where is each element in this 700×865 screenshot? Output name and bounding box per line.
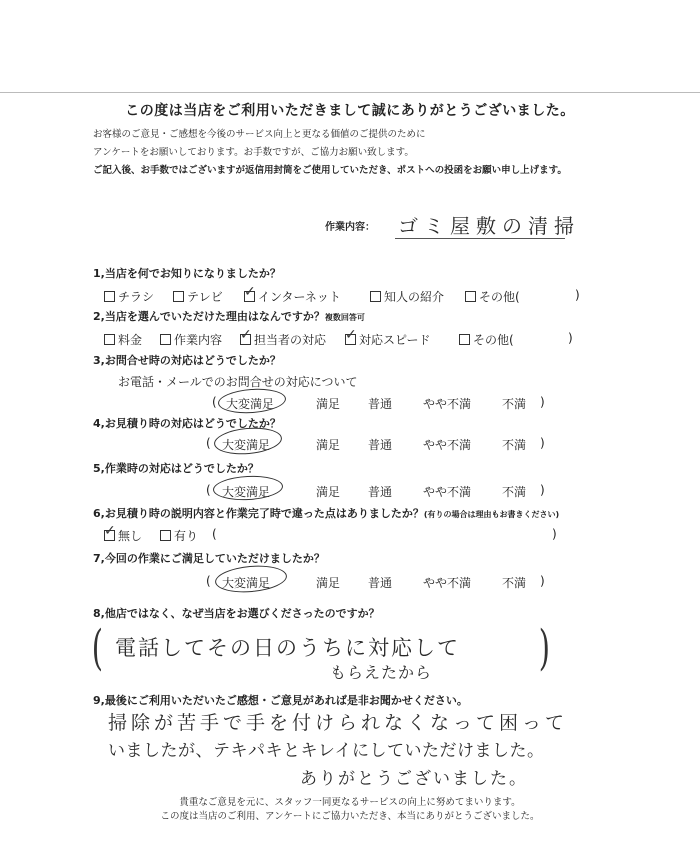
q7-somewhat-dissatisfied[interactable]: やや不満: [423, 576, 472, 590]
checkbox-checked[interactable]: [240, 334, 251, 345]
q5-somewhat-dissatisfied[interactable]: やや不満: [423, 485, 472, 499]
checkbox[interactable]: [104, 291, 115, 302]
q3-scale-open: (: [212, 395, 217, 409]
q7-scale-open: (: [206, 574, 211, 588]
footer-line-1: 貴重なご意見を元に、スタッフ一同更なるサービスの向上に努めてまいります。: [179, 797, 521, 808]
survey-title: この度は当店をご利用いただきまして誠にありがとうございました。: [125, 103, 575, 119]
q2-text: 2,当店を選んでいただけた理由はなんですか？複数回答可: [93, 310, 365, 323]
q1-option-referral[interactable]: 知人の紹介: [370, 288, 444, 305]
q3-text: 3,お問合せ時の対応はどうでしたか？: [93, 354, 281, 367]
q4-neutral[interactable]: 普通: [368, 438, 393, 452]
q6-reason-open: (: [212, 527, 217, 541]
top-divider: [0, 92, 700, 93]
q1-option-internet[interactable]: ✓ インターネット: [244, 288, 341, 305]
q4-scale-close: ): [540, 436, 545, 450]
q8-text: 8,他店ではなく、なぜ当店をお選びくださったのですか？: [93, 607, 380, 620]
q4-satisfied[interactable]: 満足: [316, 438, 341, 452]
q9-answer-line-1[interactable]: 掃除が苦手で手を付けられなくなって困って: [108, 712, 569, 734]
q3-very-satisfied[interactable]: 大変満足: [226, 397, 275, 411]
q1-option-flyer[interactable]: チラシ: [104, 288, 154, 305]
q7-scale-close: ): [540, 574, 545, 588]
q2-option-other[interactable]: その他(: [459, 331, 514, 348]
q8-answer-open-paren: (: [91, 620, 103, 676]
q5-very-satisfied[interactable]: 大変満足: [222, 485, 271, 499]
intro-line-3: ご記入後、お手数ではございますが返信用封筒をご使用していただき、ポストへの投函をお願い申し上げます。: [93, 165, 567, 176]
work-value[interactable]: ゴミ屋敷の清掃: [398, 214, 580, 238]
checkbox-checked[interactable]: [104, 530, 115, 541]
q9-answer-line-3[interactable]: ありがとうございました。: [300, 769, 528, 789]
q1-other-close: ): [575, 288, 580, 302]
q3-satisfied[interactable]: 満足: [316, 397, 341, 411]
q8-answer-line-2[interactable]: もらえたから: [330, 663, 433, 682]
q4-dissatisfied[interactable]: 不満: [502, 438, 527, 452]
q8-answer-line-1[interactable]: 電話してその日のうちに対応して: [115, 636, 460, 660]
q1-option-other[interactable]: その他(: [465, 288, 520, 305]
checkbox[interactable]: [160, 530, 171, 541]
work-underline: [395, 238, 565, 239]
q3-dissatisfied[interactable]: 不満: [502, 397, 527, 411]
q2-option-staff[interactable]: ✓ 担当者の対応: [240, 331, 326, 348]
checkbox[interactable]: [459, 334, 470, 345]
q6-reason-close: ): [552, 527, 557, 541]
q6-text: 6,お見積り時の説明内容と作業完了時で違った点はありましたか？(有りの場合は理由もお書きください): [93, 507, 560, 520]
q7-very-satisfied[interactable]: 大変満足: [222, 576, 271, 590]
q3-subtext: お電話・メールでのお問合せの対応について: [118, 375, 358, 389]
q3-selection-circle: [217, 387, 287, 416]
work-label: 作業内容：: [325, 222, 375, 233]
q6-note: (有りの場合は理由もお書きください): [423, 510, 560, 519]
q4-text: 4,お見積り時の対応はどうでしたか？: [93, 417, 281, 430]
q7-text: 7,今回の作業にご満足していただけましたか？: [93, 552, 325, 565]
q5-scale-close: ): [540, 483, 545, 497]
q7-satisfied[interactable]: 満足: [316, 576, 341, 590]
q2-option-price[interactable]: 料金: [104, 331, 142, 348]
q1-option-tv[interactable]: テレビ: [173, 288, 223, 305]
q5-satisfied[interactable]: 満足: [316, 485, 341, 499]
checkbox[interactable]: [160, 334, 171, 345]
q2-option-work[interactable]: 作業内容: [160, 331, 222, 348]
q3-neutral[interactable]: 普通: [368, 397, 393, 411]
checkbox-checked[interactable]: [345, 334, 356, 345]
q4-scale-open: (: [206, 436, 211, 450]
checkbox[interactable]: [465, 291, 476, 302]
q5-text: 5,作業時の対応はどうでしたか？: [93, 462, 259, 475]
q8-answer-close-paren: ): [538, 620, 550, 676]
intro-line-2: アンケートをお願いしております。お手数ですが、ご協力お願い致します。: [93, 147, 414, 158]
q1-text: 1,当店を何でお知りになりましたか？: [93, 267, 281, 280]
q7-neutral[interactable]: 普通: [368, 576, 393, 590]
q2-other-close: ): [568, 331, 573, 345]
q4-very-satisfied[interactable]: 大変満足: [222, 438, 271, 452]
q3-scale-close: ): [540, 395, 545, 409]
checkbox[interactable]: [370, 291, 381, 302]
checkbox-checked[interactable]: [244, 291, 255, 302]
q5-dissatisfied[interactable]: 不満: [502, 485, 527, 499]
q2-note: 複数回答可: [324, 313, 365, 322]
q7-selection-circle: [214, 563, 288, 595]
checkbox[interactable]: [173, 291, 184, 302]
q6-option-yes[interactable]: 有り: [160, 527, 198, 544]
q9-answer-line-2[interactable]: いましたが、テキパキとキレイにしていただけました。: [108, 741, 545, 761]
q9-text: 9,最後にご利用いただいたご感想・ご意見があれば是非お聞かせください。: [93, 694, 468, 707]
q2-option-speed[interactable]: ✓ 対応スピード: [345, 331, 431, 348]
intro-line-1: お客様のご意見・ご感想を今後のサービス向上と更なる価値のご提供のために: [93, 129, 426, 140]
q4-somewhat-dissatisfied[interactable]: やや不満: [423, 438, 472, 452]
checkbox[interactable]: [104, 334, 115, 345]
q5-selection-circle: [212, 474, 283, 502]
q7-dissatisfied[interactable]: 不満: [502, 576, 527, 590]
q6-option-none[interactable]: ✓無し: [104, 527, 142, 544]
q5-neutral[interactable]: 普通: [368, 485, 393, 499]
q5-scale-open: (: [206, 483, 211, 497]
footer-line-2: この度は当店のご利用、アンケートにご協力いただき、本当にありがとうございました。: [160, 811, 540, 822]
q3-somewhat-dissatisfied[interactable]: やや不満: [423, 397, 472, 411]
